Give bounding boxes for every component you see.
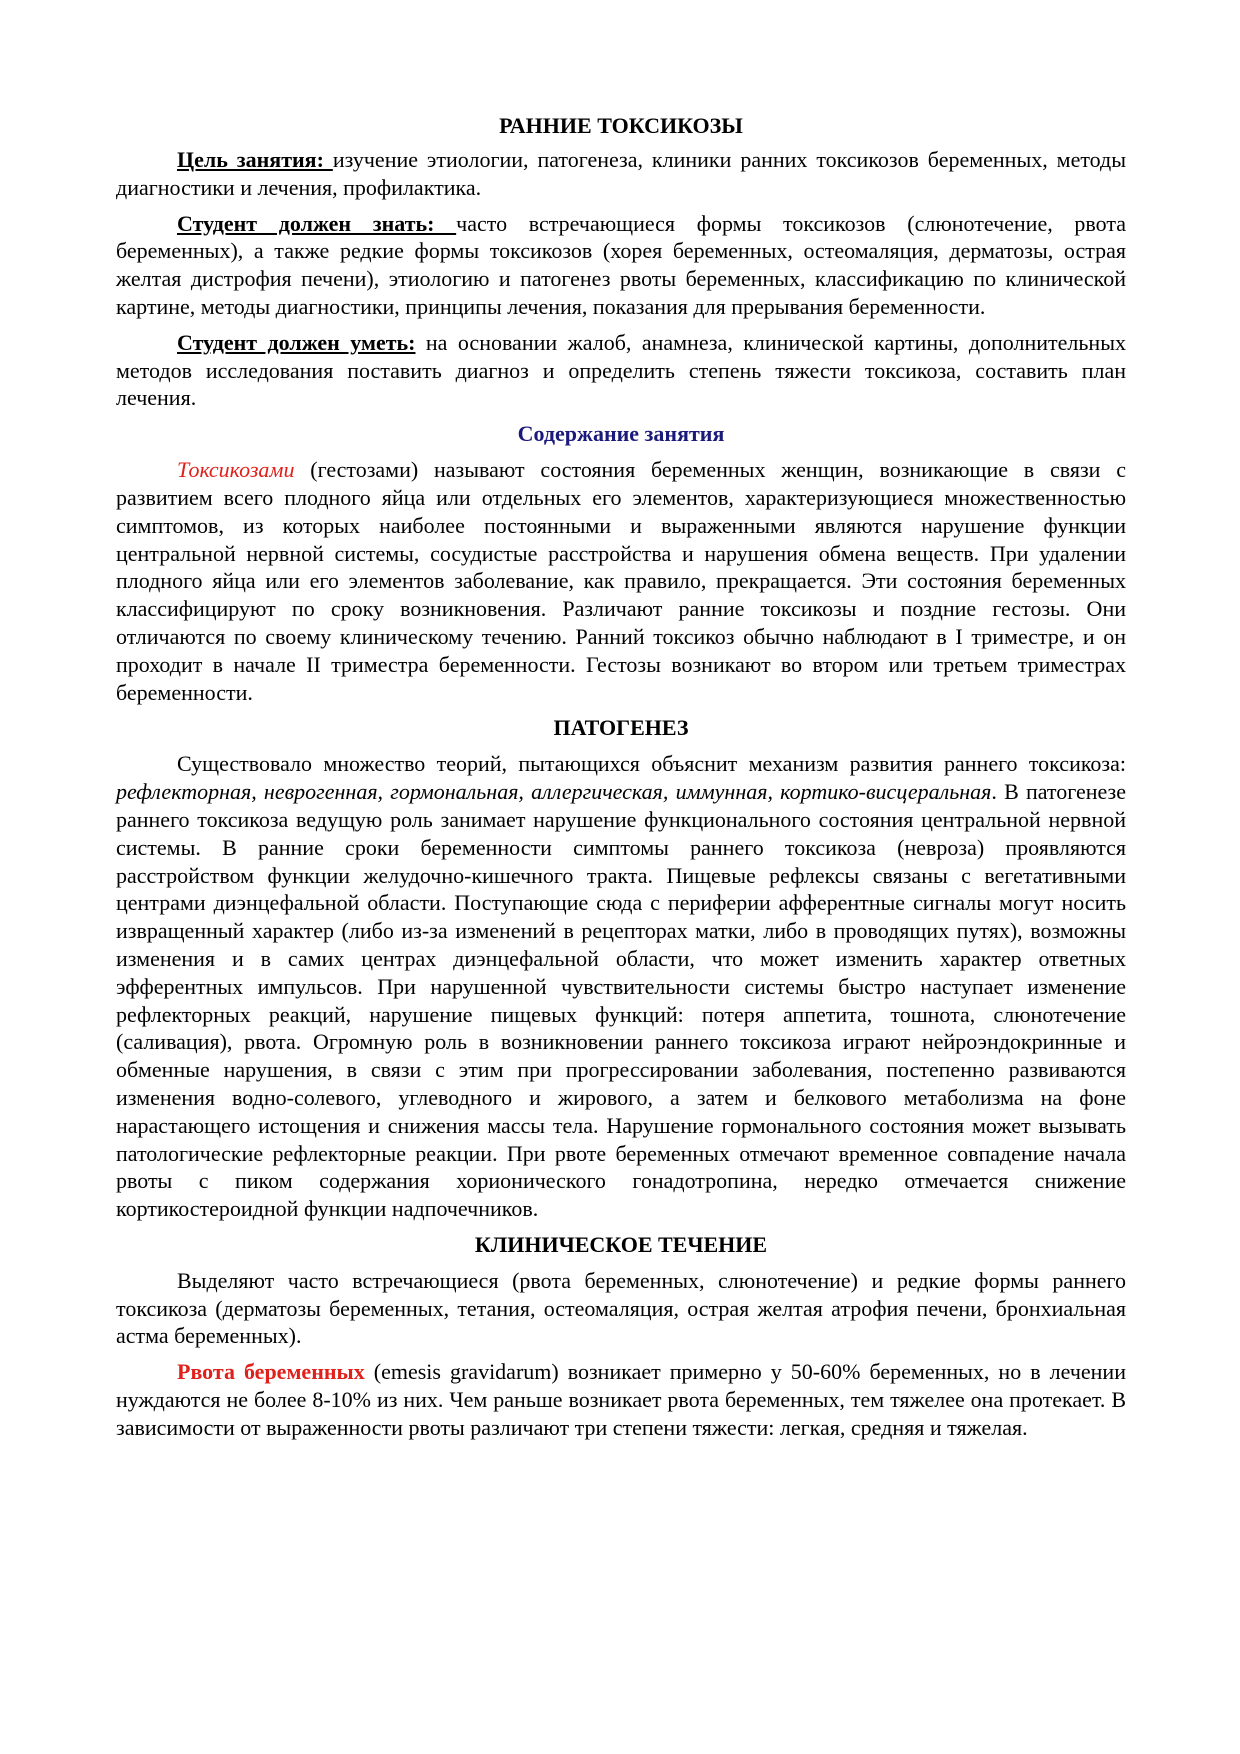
pathogenesis-theories: рефлекторная, неврогенная, гормональная, аллергическая, иммунная, кортико-висцеральная: [116, 779, 992, 805]
document-title: РАННИЕ ТОКСИКОЗЫ: [499, 113, 743, 138]
intro-paragraph: [116, 456, 1126, 706]
intro-term: Токсикозами: [177, 457, 295, 483]
pathogenesis-heading: ПАТОГЕНЕЗ: [553, 715, 689, 741]
goal-paragraph: [116, 146, 1126, 202]
intro-text: (гестозами) называют состояния беременных женщин, возникающие в связи с развитием всего плодного яйца или отдельных его элементов, характеризующиеся множественностью симптомов, из которых наиболее постоянными и выраженными являются нарушение функции центральной нервной системы, сосудистые расстройства и нарушения обмена веществ. При удалении плодного яйца или его элементов заболевание, как правило, прекращается. Эти состояния беременных классифицируют по сроку возникновения. Различают ранние токсикозы и поздние гестозы. Они отличаются по своему клиническому течению. Ранний токсикоз обычно наблюдают в I триместре, и он проходит в начале II триместра беременности. Гестозы возникают во втором или третьем триместрах беременности.: [116, 457, 1126, 705]
know-text: часто встречающиеся формы токсикозов (слюнотечение, рвота беременных), а также редкие формы токсикозов (хорея беременных, остеомаляция, дерматозы, острая желтая дистрофия печени), этиологию и патогенез рвоты беременных, классификацию по клинической картине, методы диагностики, принципы лечения, показания для прерывания беременности.: [116, 210, 1126, 319]
know-paragraph: [116, 210, 1126, 321]
content-heading: Содержание занятия: [517, 421, 725, 447]
can-paragraph: [116, 329, 1126, 412]
document-page: [116, 112, 1126, 1450]
pathogenesis-text-after: . В патогенезе раннего токсикоза ведущую роль занимает нарушение функционального состояния центральной нервной системы. В ранние сроки беременности симптомы раннего токсикоза (невроза) проявляются расстройством функции желудочно-кишечного тракта. Пищевые рефлексы связаны с вегетативными центрами диэнцефальной области. Поступающие сюда с периферии афферентные сигналы могут носить извращенный характер (либо из-за изменений в рецепторах матки, либо в проводящих путях), возможны изменения и в самих центрах диэнцефальной области, что может изменить характер ответных эфферентных импульсов. При нарушенной чувствительности системы быстро наступает изменение рефлекторных реакций, нарушение пищевых функций: потеря аппетита, тошнота, слюнотечение (саливация), рвота. Огромную роль в возникновении раннего токсикоза играют нейроэндокринные и обменные нарушения, в связи с этим при прогрессировании заболевания, постепенно развиваются изменения водно-солевого, углеводного и жирового, а затем и белкового метаболизма на фоне нарастающего истощения и снижения массы тела. Нарушение гормонального состояния может вызывать патологические рефлекторные реакции. При рвоте беременных отмечают временное совпадение начала рвоты с пиком содержания хорионического гонадотропина, нередко отмечается снижение кортикостероидной функции надпочечников.: [116, 779, 1126, 1222]
pathogenesis-paragraph: [116, 750, 1126, 1223]
can-text: на основании жалоб, анамнеза, клинической картины, дополнительных методов исследования поставить диагноз и определить степень тяжести токсикоза, составить план лечения.: [116, 329, 1126, 411]
pathogenesis-text-before: Существовало множество теорий, пытающихся объяснит механизм развития раннего токсикоза:: [177, 751, 1126, 777]
clinical-paragraph: Выделяют часто встречающиеся (рвота беременных, слюнотечение) и редкие формы раннего токсикоза (дерматозы беременных, тетания, остеомаляция, острая желтая атрофия печени, бронхиальная астма беременных).: [116, 1267, 1126, 1349]
know-label: Студент должен знать:: [177, 210, 457, 236]
clinical-heading: КЛИНИЧЕСКОЕ ТЕЧЕНИЕ: [474, 1231, 768, 1257]
goal-text: изучение этиологии, патогенеза, клиники ранних токсикозов беременных, методы диагностики и лечения, профилактика.: [116, 147, 1127, 200]
vomiting-text: (emesis gravidarum) возникает примерно у 50-60% беременных, но в лечении нуждаются не более 8-10% из них. Чем раньше возникает рвота беременных, тем тяжелее она протекает. В зависимости от выраженности рвоты различают три степени тяжести: легкая, средняя и тяжелая.: [116, 1359, 1126, 1440]
goal-label: Цель занятия:: [177, 147, 333, 172]
vomiting-paragraph: [116, 1358, 1126, 1441]
can-label: Студент должен уметь:: [177, 329, 416, 355]
vomiting-term: Рвота беременных: [177, 1359, 365, 1385]
